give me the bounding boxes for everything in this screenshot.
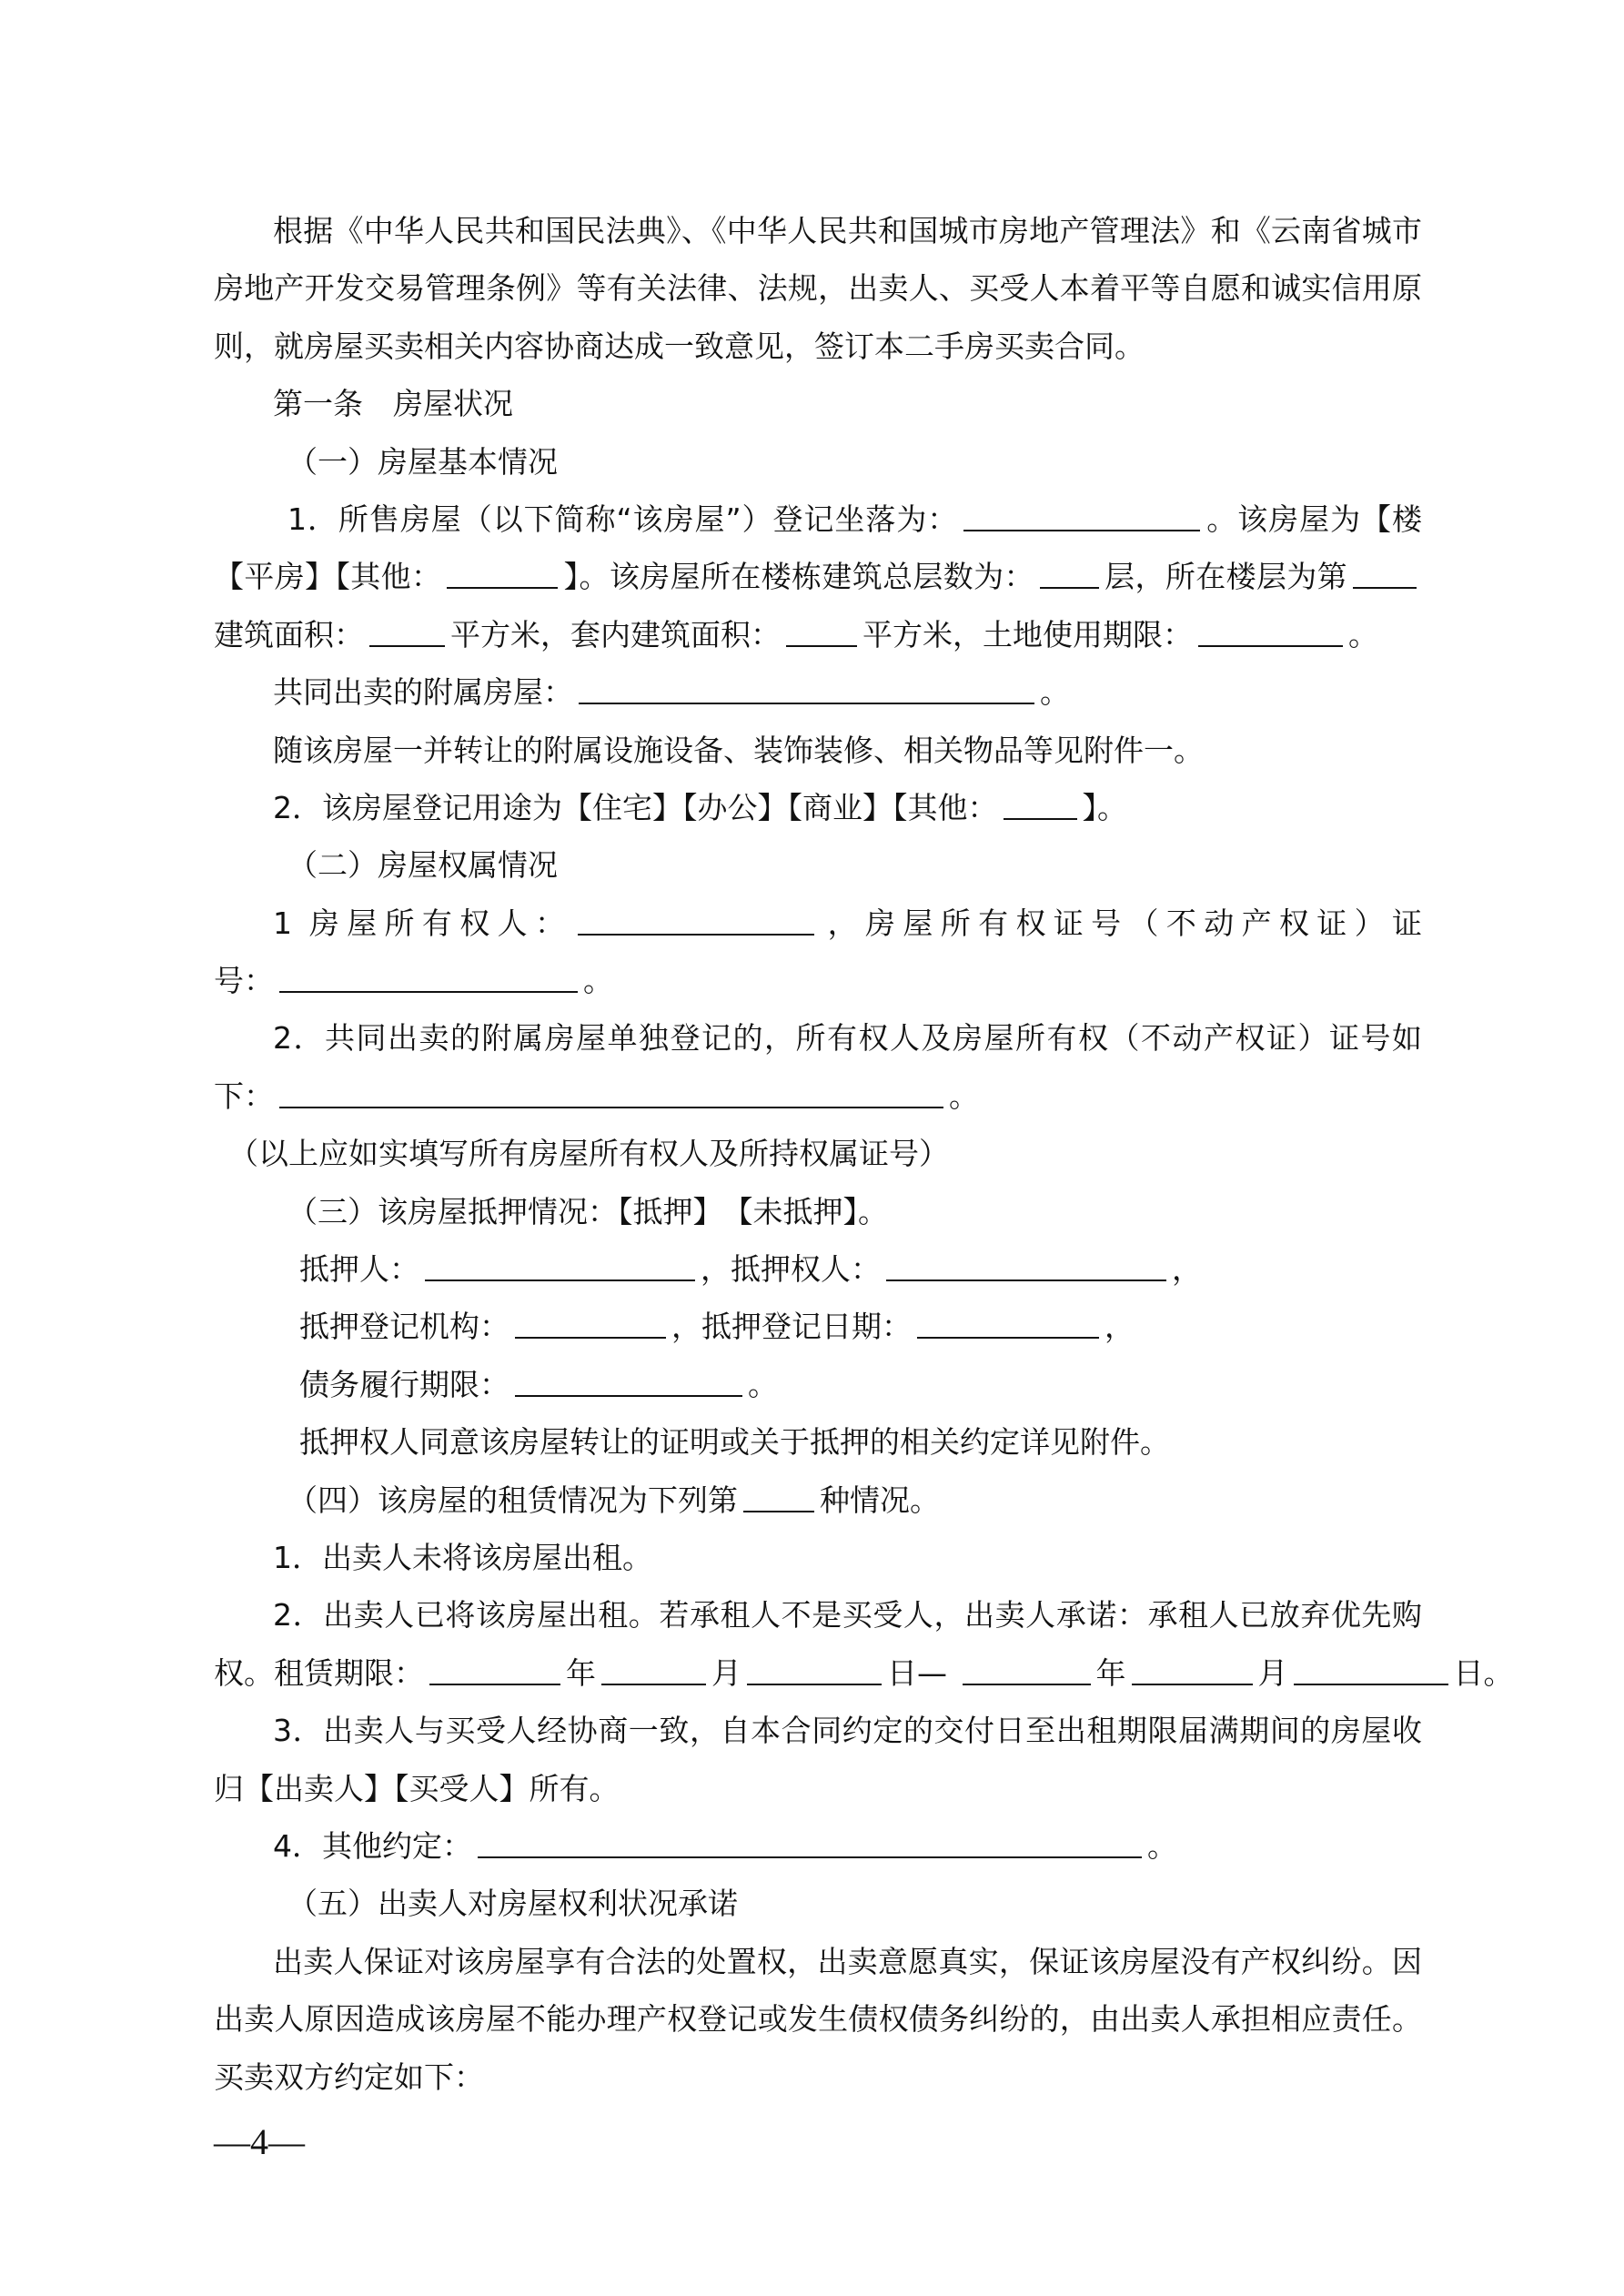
text-segment: 日。 <box>1453 1654 1514 1691</box>
fill-in-blank <box>1198 618 1343 647</box>
text-line <box>214 1009 1422 1067</box>
text-segment: 2．出卖人已将该房屋出租。若承租人不是买受人，出卖人承诺：承租人已放弃优先购 <box>273 1597 1422 1633</box>
contract-body <box>214 202 1514 2106</box>
text-segment: 第一条 房屋状况 <box>273 386 513 422</box>
text-line <box>214 375 1422 432</box>
text-segment: 债务履行期限： <box>299 1366 509 1402</box>
text-segment: 2．该房屋登记用途为【住宅】【办公】【商业】【其他： <box>273 789 998 825</box>
text-segment: （三）该房屋抵押情况：【抵押】 【未抵押】。 <box>287 1193 888 1229</box>
text-segment: ，抵押登记日期： <box>671 1309 912 1345</box>
text-line <box>214 1298 1422 1355</box>
fill-in-blank <box>1294 1656 1448 1685</box>
text-segment: 3．出卖人与买受人经协商一致，自本合同约定的交付日至出租期限届满期间的房屋收 <box>273 1713 1422 1749</box>
text-segment: ，房屋所有权证号（不动产权证）证 <box>820 905 1422 941</box>
fill-in-blank <box>478 1829 1142 1858</box>
text-line <box>214 836 1422 894</box>
text-line <box>214 1817 1422 1875</box>
text-line <box>214 318 1422 375</box>
fill-in-blank <box>963 502 1200 531</box>
text-segment: 1．所售房屋（以下简称“该房屋”）登记坐落为： <box>287 501 959 537</box>
text-segment: 【平房】【其他： <box>214 559 442 595</box>
text-line <box>214 202 1422 259</box>
text-line <box>214 1644 1514 1702</box>
text-segment: 号： <box>214 963 274 999</box>
text-segment: 抵押登记机构： <box>299 1309 509 1345</box>
fill-in-blank <box>1353 561 1417 590</box>
text-segment: （五）出卖人对房屋权利状况承诺 <box>287 1886 738 1922</box>
text-line <box>214 259 1422 317</box>
text-line <box>214 2048 1422 2106</box>
text-segment: 归【出卖人】【买受人】所有。 <box>214 1770 620 1806</box>
fill-in-blank <box>886 1252 1166 1281</box>
text-line <box>214 952 1422 1009</box>
text-segment: 平方米，套内建筑面积： <box>450 616 781 652</box>
text-line <box>214 433 1422 491</box>
fill-in-blank <box>429 1656 560 1685</box>
text-segment: 则，就房屋买卖相关内容协商达成一致意见，签订本二手房买卖合同。 <box>214 328 1145 364</box>
text-segment: 共同出卖的附属房屋： <box>273 674 573 711</box>
text-line <box>214 1472 1422 1529</box>
fill-in-blank <box>425 1252 695 1281</box>
text-segment: （一）房屋基本情况 <box>287 443 558 480</box>
text-segment: 1 房屋所有权人： <box>273 905 573 941</box>
text-segment: （以上应如实填写所有房屋所有权人及所持权属证号） <box>228 1136 949 1172</box>
text-segment: 4．其他约定： <box>273 1827 472 1864</box>
fill-in-blank <box>786 618 857 647</box>
text-segment: 2．共同出卖的附属房屋单独登记的，所有权人及房屋所有权（不动产权证）证号如 <box>273 1020 1422 1057</box>
fill-in-blank <box>279 1079 943 1108</box>
fill-in-blank <box>1132 1656 1253 1685</box>
text-segment: 1．出卖人未将该房屋出租。 <box>273 1539 652 1575</box>
text-segment: 。 <box>1040 674 1070 711</box>
text-segment: 出卖人保证对该房屋享有合法的处置权，出卖意愿真实，保证该房屋没有产权纠纷。因 <box>273 1943 1422 1979</box>
text-line <box>214 895 1422 952</box>
text-segment: 层，所在楼层为第 <box>1104 559 1348 595</box>
text-line <box>214 1933 1422 1990</box>
fill-in-blank <box>579 675 1034 704</box>
text-line <box>214 1586 1422 1644</box>
text-line <box>214 491 1422 548</box>
fill-in-blank <box>1004 791 1077 820</box>
text-segment: 】。 <box>1082 789 1127 825</box>
text-segment: （二）房屋权属情况 <box>287 847 558 884</box>
fill-in-blank <box>447 561 558 590</box>
text-segment: 下： <box>214 1077 274 1114</box>
text-segment: ， <box>1105 1309 1135 1345</box>
text-segment: 房地产开发交易管理条例》等有关法律、法规，出卖人、买受人本着平等自愿和诚实信用原 <box>214 270 1422 307</box>
text-line <box>214 1760 1422 1817</box>
text-segment: 买卖双方约定如下： <box>214 2058 484 2095</box>
text-line <box>214 1125 1422 1182</box>
fill-in-blank <box>578 906 814 936</box>
text-segment: 种情况。 <box>820 1482 940 1518</box>
fill-in-blank <box>747 1656 882 1685</box>
text-segment: 年 <box>566 1654 596 1691</box>
text-segment: 月 <box>711 1654 741 1691</box>
text-line <box>214 722 1422 779</box>
text-line <box>214 1875 1422 1932</box>
text-line <box>214 606 1422 663</box>
fill-in-blank <box>515 1310 666 1340</box>
text-segment: 。该房屋为【楼 <box>1205 501 1422 537</box>
fill-in-blank <box>963 1656 1091 1685</box>
text-segment: 抵押权人同意该房屋转让的证明或关于抵押的相关约定详见附件。 <box>299 1424 1170 1461</box>
text-line <box>214 1990 1422 2048</box>
text-line <box>214 1413 1422 1471</box>
fill-in-blank <box>1040 561 1099 590</box>
text-segment: 平方米，土地使用期限： <box>862 616 1193 652</box>
text-segment: 根据《中华人民共和国民法典》、《中华人民共和国城市房地产管理法》和《云南省城市 <box>273 213 1422 248</box>
text-segment: 年 <box>1095 1654 1126 1691</box>
fill-in-blank <box>601 1656 706 1685</box>
text-segment: 抵押人： <box>299 1251 419 1288</box>
text-line <box>214 1702 1422 1759</box>
text-segment: ，抵押权人： <box>701 1251 881 1288</box>
text-segment: 随该房屋一并转让的附属设施设备、装饰装修、相关物品等见附件一。 <box>273 732 1204 768</box>
text-line <box>214 1240 1422 1298</box>
text-line <box>214 779 1422 836</box>
text-line <box>214 548 1422 605</box>
fill-in-blank <box>369 618 445 647</box>
text-segment: 。 <box>1147 1827 1177 1864</box>
text-line <box>214 663 1422 721</box>
fill-in-blank <box>917 1310 1099 1340</box>
text-segment: 。 <box>583 963 613 999</box>
text-line <box>214 1529 1422 1586</box>
page-number: —4— <box>214 2121 305 2162</box>
text-line <box>214 1067 1422 1125</box>
text-segment: 。 <box>748 1366 778 1402</box>
text-segment: 日— <box>887 1654 957 1691</box>
fill-in-blank <box>743 1483 814 1512</box>
text-segment: 。 <box>1348 616 1378 652</box>
text-line <box>214 1183 1422 1240</box>
text-segment: 出卖人原因造成该房屋不能办理产权登记或发生债权债务纠纷的，由出卖人承担相应责任。 <box>214 2001 1422 2038</box>
text-segment: 建筑面积： <box>214 616 364 652</box>
text-segment: 权。租赁期限： <box>214 1654 424 1691</box>
text-segment: 月 <box>1257 1654 1288 1691</box>
text-segment: ， <box>1172 1251 1202 1288</box>
text-segment: 。 <box>949 1077 979 1114</box>
text-segment: （四）该房屋的租赁情况为下列第 <box>287 1482 738 1518</box>
text-segment: 】。该房屋所在楼栋建筑总层数为： <box>563 559 1034 595</box>
fill-in-blank <box>515 1368 742 1397</box>
text-line <box>214 1356 1422 1413</box>
fill-in-blank <box>279 964 578 993</box>
